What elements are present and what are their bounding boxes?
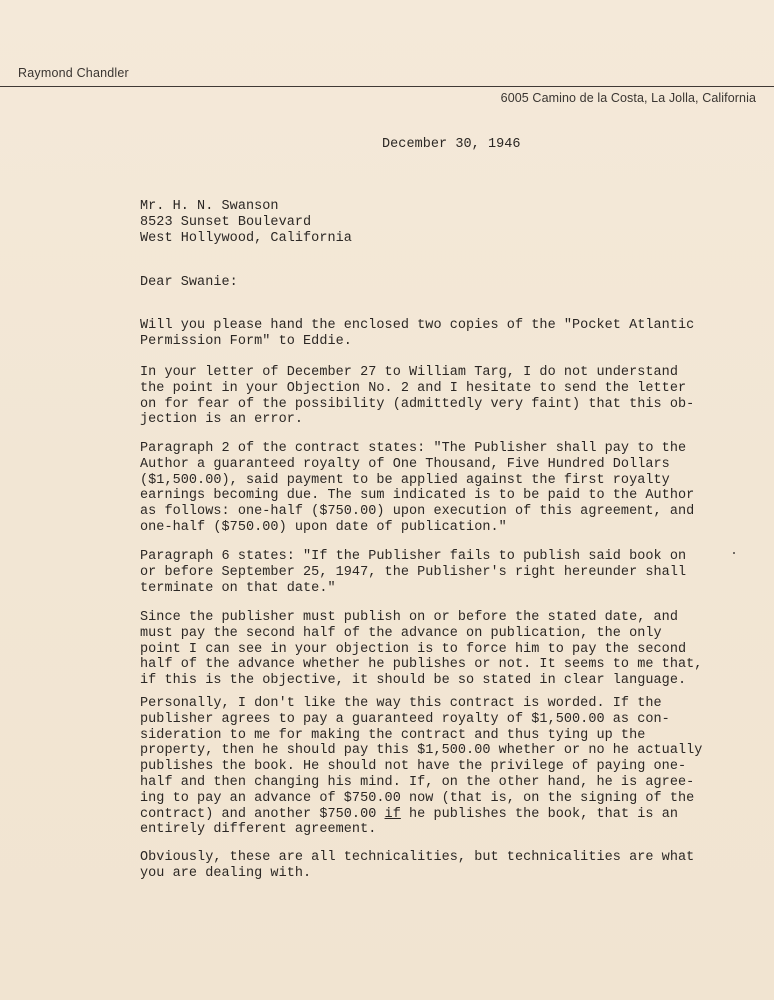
paragraph-line: Author a guaranteed royalty of One Thousand, Five Hundred Dollars — [140, 456, 670, 472]
paragraph-line: Paragraph 6 states: "If the Publisher fails to publish said book on — [140, 549, 687, 564]
paragraph-line: jection is an error. — [140, 412, 304, 428]
paragraph-line: one-half ($750.00) upon date of publication." — [140, 519, 507, 535]
paragraph-line: must pay the second half of the advance on publication, the only — [140, 625, 662, 641]
paragraph-line: terminate on that date." — [140, 580, 336, 596]
paragraph-line: Paragraph 2 of the contract states: "The Publisher shall pay to the — [140, 441, 687, 456]
paragraph-7 — [140, 850, 694, 882]
recipient-name: Mr. H. N. Swanson — [140, 199, 279, 214]
underlined-word: if — [384, 806, 401, 822]
line-text: contract) and another $750.00 — [140, 806, 385, 822]
salutation: Dear Swanie: — [140, 275, 238, 290]
recipient-address — [140, 199, 352, 246]
paragraph-line: you are dealing with. — [140, 865, 312, 881]
paragraph-line: ($1,500.00), said payment to be applied against the first royalty — [140, 472, 670, 488]
paragraph-line: sideration to me for making the contract and thus tying up the — [140, 727, 646, 743]
paragraph-line: property, then he should pay this $1,500.00 whether or no he actually — [140, 743, 703, 759]
paragraph-line: ing to pay an advance of $750.00 now (that is, on the signing of the — [140, 790, 695, 806]
recipient-street: 8523 Sunset Boulevard — [140, 214, 312, 230]
paragraph-line: point I can see in your objection is to force him to pay the second — [140, 641, 687, 657]
paragraph-line: publisher agrees to pay a guaranteed royalty of $1,500.00 as con- — [140, 711, 670, 727]
paragraph-line: as follows: one-half ($750.00) upon execution of this agreement, and — [140, 504, 695, 520]
paragraph-line: Will you please hand the enclosed two copies of the "Pocket Atlantic — [140, 318, 695, 333]
paragraph-line: Permission Form" to Eddie. — [140, 333, 352, 349]
paragraph-line: earnings becoming due. The sum indicated is to be paid to the Author — [140, 488, 695, 504]
paragraph-2 — [140, 365, 694, 428]
paragraph-3 — [140, 441, 694, 536]
paragraph-line: half and then changing his mind. If, on the other hand, he is agree- — [140, 774, 695, 790]
letterhead-divider — [0, 86, 774, 87]
paragraph-line: or before September 25, 1947, the Publisher's right hereunder shall — [140, 564, 687, 580]
letterhead-address: 6005 Camino de la Costa, La Jolla, California — [500, 91, 756, 105]
paragraph-line: Since the publisher must publish on or before the stated date, and — [140, 610, 678, 625]
paragraph-line: the point in your Objection No. 2 and I hesitate to send the letter — [140, 380, 687, 396]
recipient-city: West Hollywood, California — [140, 230, 352, 246]
paragraph-1 — [140, 318, 694, 350]
letter-date: December 30, 1946 — [382, 137, 521, 152]
paragraph-line: if this is the objective, it should be so stated in clear language. — [140, 673, 687, 689]
paragraph-line: Obviously, these are all technicalities, but technicalities are what — [140, 850, 695, 865]
paragraph-5 — [140, 610, 702, 689]
paragraph-line-with-underline — [140, 807, 702, 823]
margin-mark — [733, 552, 735, 554]
line-text: he publishes the book, that is an — [400, 806, 679, 822]
letterhead-name: Raymond Chandler — [18, 66, 129, 80]
paragraph-line: In your letter of December 27 to William Targ, I do not understand — [140, 365, 678, 380]
paragraph-line: Personally, I don't like the way this contract is worded. If the — [140, 696, 662, 711]
paragraph-line: half of the advance whether he publishes or not. It seems to me that, — [140, 657, 703, 673]
paragraph-line: entirely different agreement. — [140, 822, 377, 838]
paragraph-line: on for fear of the possibility (admittedly very faint) that this ob- — [140, 396, 695, 412]
paragraph-4 — [140, 549, 686, 596]
paragraph-6 — [140, 696, 702, 838]
paragraph-line: publishes the book. He should not have the privilege of paying one- — [140, 759, 687, 775]
